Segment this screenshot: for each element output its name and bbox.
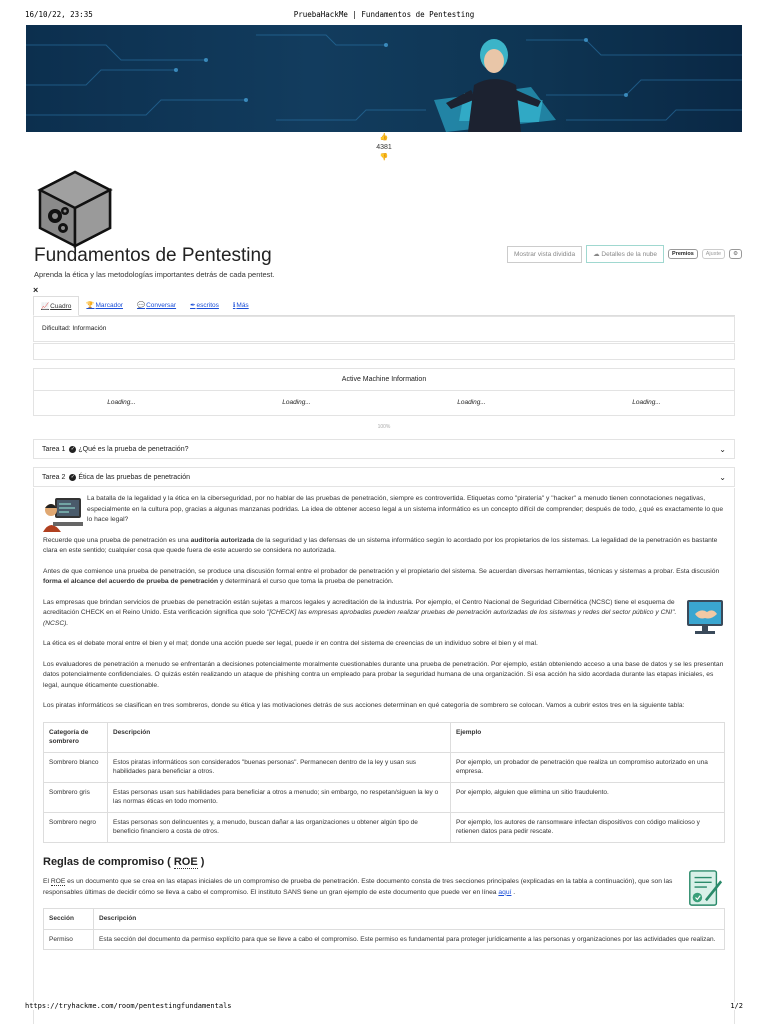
table-cell: Estas personas usan sus habilidades para beneficiar a otros a menudo; sin embargo, no respetan/siguen la ley o las normas éticas en todo momento. — [108, 782, 451, 812]
check-circle-icon: ✓ — [70, 473, 75, 480]
table-header: Categoría de sombrero — [44, 722, 108, 752]
print-header — [25, 10, 743, 19]
hats-table — [43, 722, 725, 843]
room-title: Fundamentos de Pentesting — [34, 245, 272, 266]
roe-table — [43, 908, 725, 950]
text: Reglas de compromiso ( — [43, 855, 174, 868]
tab-label: Conversar — [146, 302, 177, 309]
print-datetime: 16/10/22, 23:35 — [25, 10, 93, 19]
vote-widget — [0, 133, 768, 163]
table-row — [44, 929, 725, 950]
machine-info-row — [34, 391, 734, 406]
cloud-details-button[interactable] — [586, 245, 664, 263]
table-cell: Sombrero gris — [44, 782, 108, 812]
task-2-header[interactable] — [33, 467, 735, 487]
abbreviation: ROE — [50, 878, 66, 885]
paragraph: Los piratas informáticos se clasifican en tres sombreros, donde su ética y las motivaciones detrás de sus acciones determinan en qué categoría de sombrero se colocan. Vamos a cubrir estos tres en la siguiente tabla: — [43, 702, 685, 709]
task-title: Ética de las pruebas de penetración — [78, 473, 191, 481]
machine-loading: Loading... — [107, 399, 136, 406]
room-banner — [26, 25, 742, 132]
room-actions — [507, 245, 742, 263]
print-page-number: 1/2 — [730, 1002, 743, 1010]
table-row — [44, 782, 725, 812]
task-number: Tarea 2 — [42, 473, 66, 481]
chart-icon: 📈 — [41, 303, 50, 310]
difficulty-label: Dificultad: Información — [42, 325, 107, 332]
machine-loading: Loading... — [282, 399, 311, 406]
vote-count: 4381 — [376, 144, 392, 151]
chat-icon: 💬 — [136, 302, 146, 309]
room-tabs — [33, 296, 735, 316]
table-header-row — [44, 722, 725, 752]
machine-info-panel — [33, 368, 735, 416]
table-cell: Permiso — [44, 929, 94, 950]
print-url: https://tryhackme.com/room/pentestingfundamentals — [25, 1002, 232, 1010]
cloud-icon: ☁ — [593, 251, 602, 258]
close-icon[interactable]: × — [33, 285, 39, 295]
trophy-icon: 🏆 — [86, 302, 95, 309]
table-header: Descripción — [108, 722, 451, 752]
paragraph — [43, 877, 725, 898]
tab-escritos[interactable] — [183, 296, 226, 315]
progress-label: 100% — [377, 424, 391, 430]
machine-loading: Loading... — [457, 399, 486, 406]
empty-panel — [33, 343, 735, 360]
tab-marcador[interactable] — [79, 296, 130, 315]
tab-label: Más — [236, 302, 249, 309]
hacker-illustration — [434, 39, 556, 132]
table-cell: Estas personas son delincuentes y, a menudo, buscan dañar a las organizaciones u obtener algún tipo de beneficio financiero a costa de otros. — [108, 812, 451, 842]
settings-button[interactable]: Ajuste — [702, 249, 725, 259]
chevron-down-icon[interactable]: ⌄ — [719, 472, 726, 482]
text: Recuerde que una prueba de penetración es una — [43, 536, 191, 544]
table-header: Sección — [44, 909, 94, 930]
task-2-content — [33, 488, 735, 1024]
paragraph: La ética es el debate moral entre el bien y el mal; donde una acción puede ser legal, puede ir en contra del sistema de creencias de un individuo sobre el bien y el mal. — [43, 640, 538, 647]
text: Antes de que comience una prueba de penetración, se produce una discusión formal entre el probador de penetración y el propietario del sistema. Se acuerdan diversas herramientas, técnicas y sistemas a probar. Esta discusión — [43, 567, 720, 575]
table-cell: Sombrero blanco — [44, 752, 108, 782]
tab-conversar[interactable] — [130, 296, 183, 315]
sans-example-link[interactable]: aquí — [498, 888, 512, 896]
room-cube-gears-icon — [35, 168, 115, 248]
info-icon: ℹ — [232, 302, 236, 309]
table-row — [44, 752, 725, 782]
thumbs-down-icon[interactable]: 👎 — [379, 154, 389, 161]
pen-icon: ✒ — [190, 302, 196, 309]
task-number: Tarea 1 — [42, 445, 66, 453]
machine-info-title: Active Machine Information — [34, 369, 734, 391]
tab-label: escritos — [196, 302, 219, 309]
handshake-monitor-icon — [685, 598, 725, 636]
roe-heading — [43, 857, 725, 868]
tab-label: Marcador — [95, 302, 123, 309]
difficulty-panel — [33, 316, 735, 342]
print-page-title: PruebaHackMe | Fundamentos de Pentesting — [293, 10, 475, 19]
paragraph — [43, 598, 725, 630]
table-cell: Estos piratas informáticos son considerados "buenas personas". Permanecen dentro de la ley y usan sus habilidades para beneficiar a otros. — [108, 752, 451, 782]
italic-quote: "[CHECK] las empresas aprobadas pueden realizar pruebas de penetración autorizadas de los sistemas y redes del sector público y CNI". (NCSC). — [43, 609, 677, 627]
tab-cuadro[interactable] — [33, 296, 79, 316]
paragraph — [43, 567, 725, 588]
paragraph — [43, 536, 725, 557]
check-circle-icon: ✓ — [70, 445, 75, 452]
text: y determinará el curso que toma la prueba de penetración. — [218, 578, 394, 585]
table-header: Descripción — [94, 909, 725, 930]
print-footer — [25, 1002, 743, 1010]
chevron-down-icon[interactable]: ⌄ — [719, 444, 726, 454]
text: El — [43, 878, 51, 885]
thumbs-up-icon[interactable]: 👍 — [379, 134, 389, 141]
table-cell: Esta sección del documento da permiso explícito para que se lleve a cabo el compromiso. Este permiso es fundamental para proteger jurídicamente a las personas y organizaciones por las actividades que realizan. — [94, 929, 725, 950]
signed-document-icon — [685, 869, 725, 907]
bold-text: forma el alcance del acuerdo de prueba de penetración — [43, 578, 219, 585]
machine-loading: Loading... — [632, 399, 661, 406]
task-1-header[interactable] — [33, 439, 735, 459]
tab-mas[interactable] — [226, 296, 256, 315]
cloud-details-label: Detalles de la nube — [601, 251, 658, 258]
table-cell: Por ejemplo, los autores de ransomware infectan dispositivos con código malicioso y retienen datos para pedir rescate. — [451, 812, 725, 842]
table-cell: Por ejemplo, alguien que elimina un sitio fraudulento. — [451, 782, 725, 812]
table-header: Ejemplo — [451, 722, 725, 752]
split-view-button[interactable]: Mostrar vista dividida — [507, 246, 582, 263]
table-cell: Sombrero negro — [44, 812, 108, 842]
table-row — [44, 812, 725, 842]
table-header-row — [44, 909, 725, 930]
premium-button[interactable]: Premios — [668, 249, 698, 259]
task-title: ¿Qué es la prueba de penetración? — [78, 445, 189, 453]
gear-icon[interactable]: ⚙ — [729, 249, 742, 259]
text: Las empresas que brindan servicios de pruebas de penetración están sujetas a marcos legales y acreditación de la industria. Por ejemplo, el Centro Nacional de Seguridad Cibernética (NCSC) tiene el esquema de acreditación CHECK en el Reino Unido. Esta verificación significa que solo — [43, 598, 675, 616]
abbreviation: ROE — [173, 855, 198, 868]
hacker-computer-icon — [43, 494, 83, 532]
text: . — [511, 888, 516, 896]
room-subtitle: Aprenda la ética y las metodologías importantes detrás de cada pentest. — [34, 270, 275, 279]
paragraph: La batalla de la legalidad y la ética en la ciberseguridad, por no hablar de las pruebas de penetración, siempre es controvertida. Etiquetas como "piratería" y "hacker" a menudo tienen connotaciones negativas, especialmente en la cultura pop, gracias a algunas manzanas podridas. La idea de obtener acceso legal a un sistema informático es un concepto difícil de comprender; después de todo, ¿qué es exactamente lo que lo hace legal? — [87, 495, 724, 523]
bold-text: auditoría autorizada — [190, 536, 255, 544]
paragraph: Los evaluadores de penetración a menudo se enfrentarán a decisiones potencialmente moralmente cuestionables durante una prueba de penetración. Por ejemplo, están obteniendo acceso a una base de datos y se les presentan datos potencialmente confidenciales. O quizás estén realizando un ataque de phishing contra un empleado para probar la seguridad humana de una organización. Si esa acción ha sido acordada durante las etapas iniciales, es legal, aunque éticamente cuestionable. — [43, 660, 724, 689]
text: ) — [197, 855, 205, 868]
text: es un documento que se crea en las etapas iniciales de un compromiso de prueba de penetración. Este documento consta de tres secciones principales (explicadas en la tabla a continuación), que son las responsables últimas de decidir cómo se lleva a cabo el compromiso. El instituto SANS tiene un gran ejemplo de este documento que puede ver en línea — [43, 878, 673, 896]
text: de la seguridad y las defensas de un sistema informático según lo acordado por los propietarios de los sistemas. La legalidad de la penetración es bastante clara en este sentido; cualquier cosa que quede fuera de este acuerdo se considera no autorizada. — [43, 536, 718, 554]
tab-label: Cuadro — [50, 303, 72, 310]
table-cell: Por ejemplo, un probador de penetración que realiza un compromiso autorizado en una empresa. — [451, 752, 725, 782]
